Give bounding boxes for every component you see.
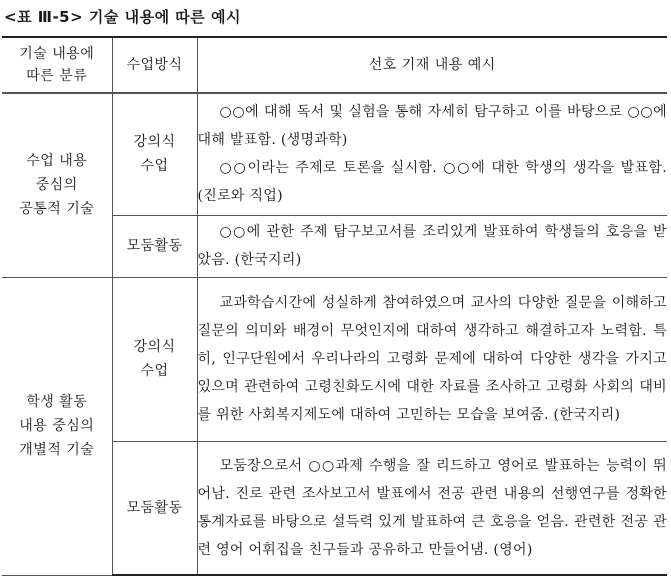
example-paragraph: ○○에 대해 독서 및 실험을 통해 자세히 탐구하고 이를 바탕으로 ○○에 대해 발표함. (생명과학) <box>197 104 667 149</box>
category-line-2: 내용 중심의 <box>19 418 95 434</box>
category-cell-common <box>2 93 112 277</box>
example-cell <box>197 277 667 441</box>
example-cell <box>197 215 667 277</box>
header-category-line-2: 따른 분류 <box>26 68 88 84</box>
example-cell <box>197 93 667 215</box>
category-line-3: 공통적 기술 <box>19 201 95 218</box>
category-line-1: 수업 내용 <box>26 153 88 170</box>
table-row <box>2 93 667 215</box>
header-category-line-1: 기술 내용에 <box>19 46 95 62</box>
header-category <box>2 37 112 93</box>
method-line-1: 모둠활동 <box>126 499 183 516</box>
method-cell <box>112 277 197 441</box>
category-line-1: 학생 활동 <box>26 394 88 410</box>
example-cell <box>197 441 667 575</box>
category-cell-individual <box>2 277 112 575</box>
category-line-2: 중심의 <box>35 177 78 194</box>
method-line-1: 강의식 <box>133 339 176 355</box>
writing-examples-table <box>2 36 667 576</box>
method-line-2: 수업 <box>140 158 169 175</box>
method-cell <box>112 93 197 215</box>
table-header-row <box>2 37 667 93</box>
header-method: 수업방식 <box>112 37 197 93</box>
table-caption: <표 Ⅲ-5> 기술 내용에 따른 예시 <box>4 8 241 26</box>
example-paragraph: 교과학습시간에 성실하게 참여하였으며 교사의 다양한 질문을 이해하고 질문의 의미와 배경이 무엇인지에 대하여 생각하고 해결하고자 노력함. 특히, 인구단원에서 우리나라의 고령화 문제에 대하여 다양한 생각을 가지고 있으며 관련하여 고령친화도시에 대한 자료를 조사하고 고령화 사회의 대비를 위한 사회복지제도에 대하여 고민하는 모습을 보여줌. (한국지리) <box>197 295 667 423</box>
category-line-3: 개별적 기술 <box>19 442 95 458</box>
header-example: 선호 기재 내용 예시 <box>197 37 667 93</box>
method-line-1: 모둠활동 <box>126 238 183 254</box>
example-paragraph: 모둠장으로서 ○○과제 수행을 잘 리드하고 영어로 발표하는 능력이 뛰어남. 진로 관련 조사보고서 발표에서 전공 관련 내용의 선행연구를 정확한 통계자료를 바탕으로 설득력 있게 발표하여 큰 호응을 얻음. 관련한 전공 관련 영어 어휘집을 친구들과 공유하고 만들어냄. (영어) <box>197 457 667 558</box>
method-cell <box>112 215 197 277</box>
method-line-1: 강의식 <box>133 134 176 151</box>
method-line-2: 수업 <box>140 363 169 379</box>
example-paragraph: ○○이라는 주제로 토론을 실시함. ○○에 대한 학생의 생각을 발표함. (진로와 직업) <box>197 160 667 205</box>
example-paragraph: ○○에 관한 주제 탐구보고서를 조리있게 발표하여 학생들의 호응을 받았음. (한국지리) <box>197 224 667 268</box>
method-cell <box>112 441 197 575</box>
table-row <box>2 277 667 441</box>
